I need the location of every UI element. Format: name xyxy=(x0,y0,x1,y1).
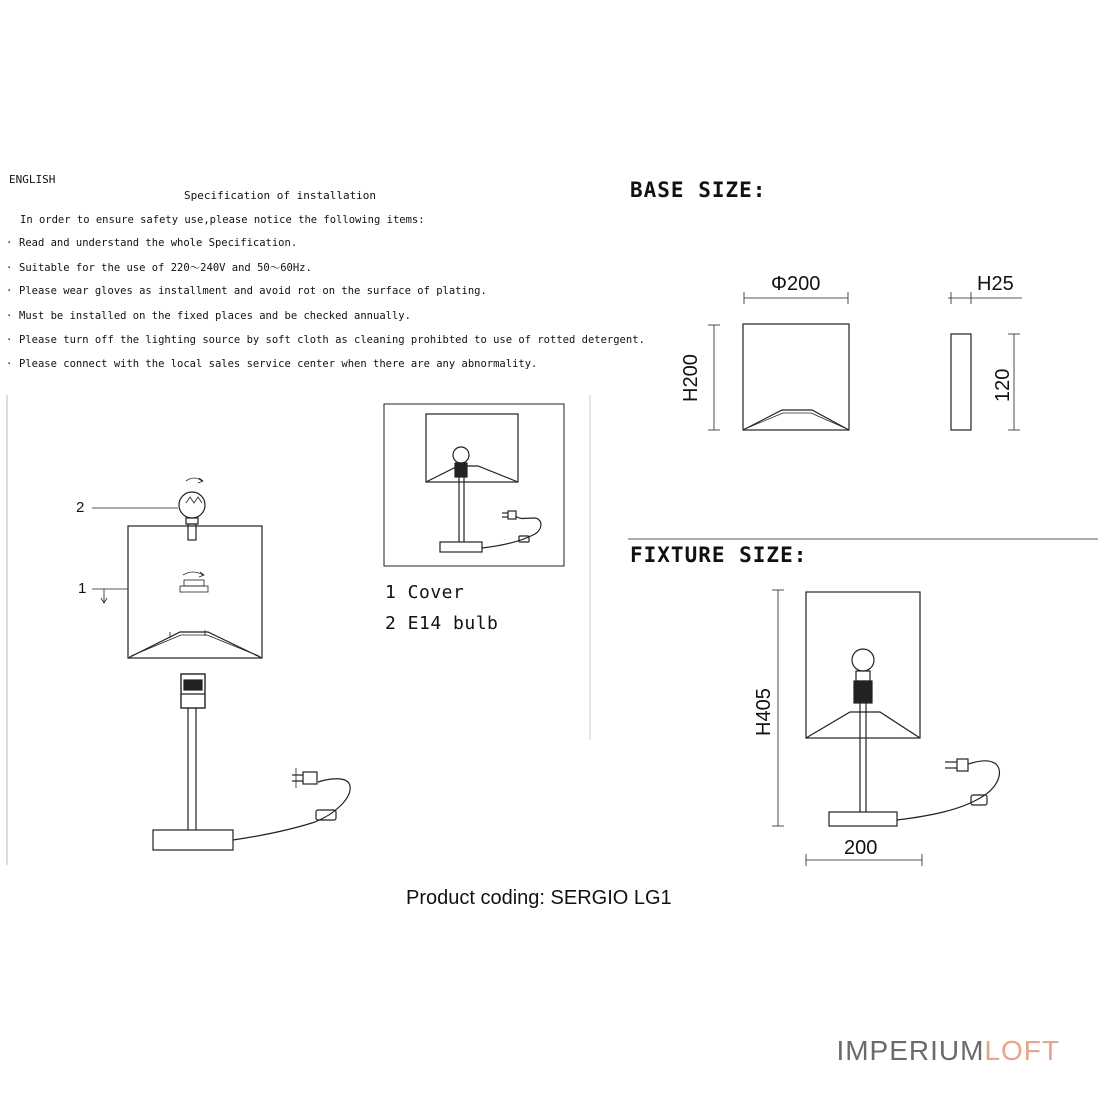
spec-item: · Please turn off the lighting source by soft cloth as cleaning prohibted to use of rotted detergent. xyxy=(6,334,645,346)
spec-title: Specification of installation xyxy=(184,189,377,202)
legend-cover: 1 Cover xyxy=(385,582,465,603)
brand-logo: IMPERIUMLOFT xyxy=(836,1035,1060,1066)
assembled-lamp-thumbnail xyxy=(384,404,564,566)
base-size-heading: BASE SIZE: xyxy=(630,178,767,202)
base-size-drawing xyxy=(708,292,1022,430)
callout-1: 1 xyxy=(78,580,87,597)
base-diameter-label: Φ200 xyxy=(771,273,821,295)
spec-item: · Suitable for the use of 220～240V and 50～60Hz. xyxy=(6,262,312,274)
language-label: ENGLISH xyxy=(9,173,56,186)
fixture-width-label: 200 xyxy=(844,837,878,859)
base-side-height-label: 120 xyxy=(992,368,1014,402)
spec-item: · Please wear gloves as installment and avoid rot on the surface of plating. xyxy=(6,285,487,297)
base-height-label: H200 xyxy=(680,354,702,402)
fixture-height-label: H405 xyxy=(753,688,775,736)
fixture-size-drawing xyxy=(772,590,999,866)
spec-item: · Read and understand the whole Specification. xyxy=(6,237,298,249)
spec-intro: In order to ensure safety use,please notice the following items: xyxy=(20,214,425,226)
spec-item: · Please connect with the local sales service center when there are any abnormality. xyxy=(6,358,538,370)
spec-item: · Must be installed on the fixed places and be checked annually. xyxy=(6,310,411,322)
legend-bulb: 2 E14 bulb xyxy=(385,613,499,634)
product-coding: Product coding: SERGIO LG1 xyxy=(406,887,672,909)
callout-2: 2 xyxy=(76,499,85,516)
exploded-lamp-drawing xyxy=(92,478,350,850)
fixture-size-heading: FIXTURE SIZE: xyxy=(630,543,808,567)
base-depth-label: H25 xyxy=(977,273,1014,295)
